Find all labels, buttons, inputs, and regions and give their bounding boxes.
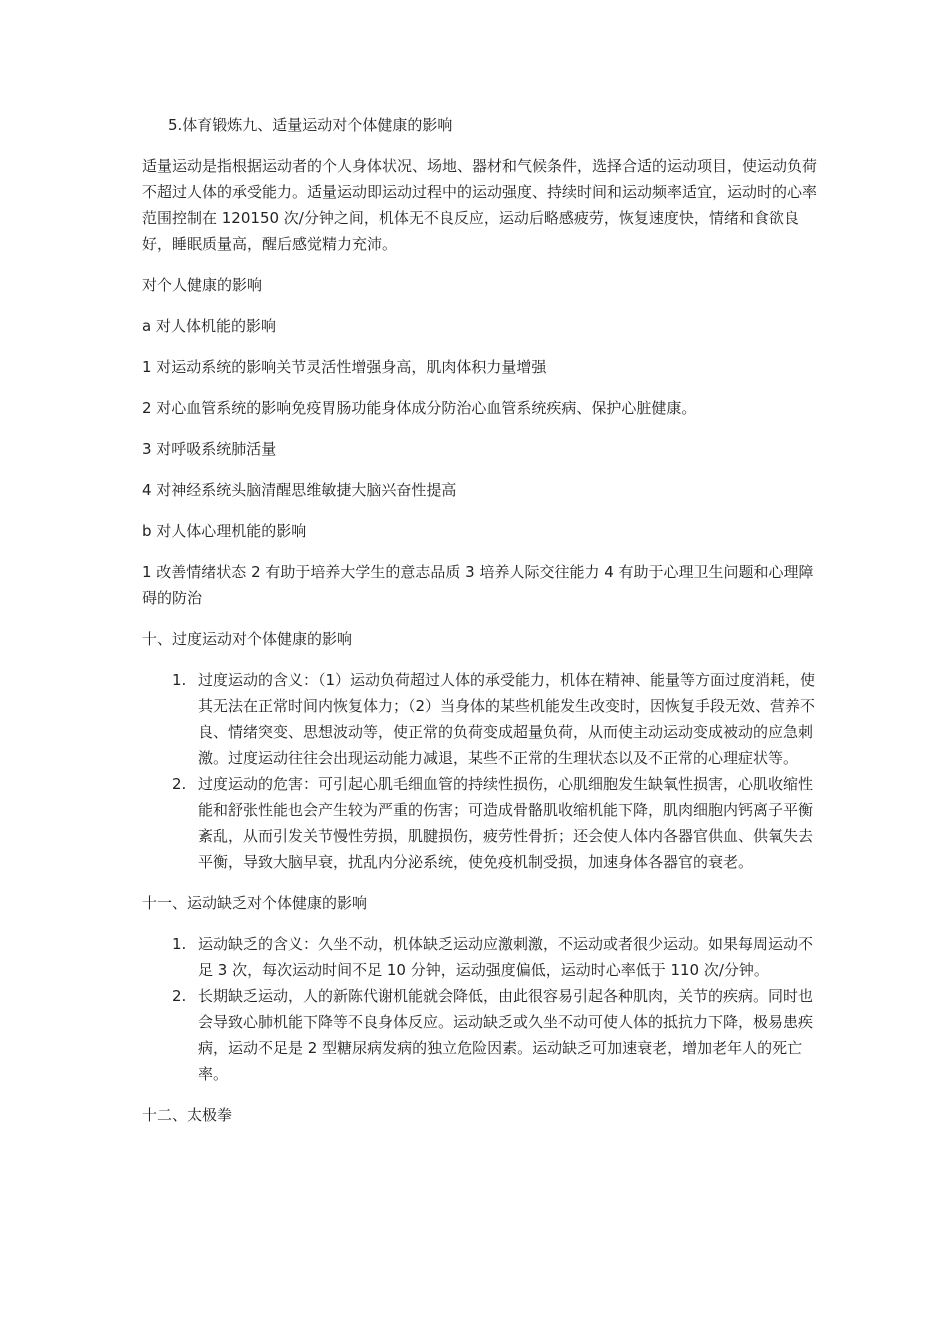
list-item-text: 运动缺乏的含义：久坐不动，机体缺乏运动应激刺激，不运动或者很少运动。如果每周运动不足 3 次，每次运动时间不足 10 分钟，运动强度偏低，运动时心率低于 110 次/分钟。 (198, 935, 814, 979)
section-b-heading: b 对人体心理机能的影响 (142, 522, 307, 540)
list-item-number: 2. (172, 775, 187, 793)
list-item-number: 1. (172, 935, 187, 953)
section-a-heading: a 对人体机能的影响 (142, 317, 276, 335)
list-item (172, 667, 820, 771)
section-10-heading: 十、过度运动对个体健康的影响 (142, 630, 353, 648)
intro-paragraph: 适量运动是指根据运动者的个人身体状况、场地、器材和气候条件，选择合适的运动项目，使运动负荷不超过人体的承受能力。适量运动即运动过程中的运动强度、持续时间和运动频率适宜，运动时的心率范围控制在 120150 次/分钟之间，机体无不良反应，运动后略感疲劳，恢复速度快，情绪和食欲良好，睡眠质量高，醒后感觉精力充沛。 (142, 157, 818, 253)
list-item-text: 长期缺乏运动，人的新陈代谢机能就会降低，由此很容易引起各种肌肉，关节的疾病。同时也会导致心肺机能下降等不良身体反应。运动缺乏或久坐不动可使人体的抵抗力下降，极易患疾病，运动不足是 2 型糖尿病发病的独立危险因素。运动缺乏可加速衰老，增加老年人的死亡率。 (198, 987, 814, 1083)
list-item (172, 931, 820, 983)
list-item-number: 2. (172, 987, 187, 1005)
list-item (172, 771, 820, 875)
section-10-list (142, 667, 820, 875)
section-11-heading: 十一、运动缺乏对个体健康的影响 (142, 894, 368, 912)
health-heading: 对个人健康的影响 (142, 276, 263, 294)
a-item: 1 对运动系统的影响关节灵活性增强身高，肌肉体积力量增强 (142, 358, 547, 376)
list-item (172, 983, 820, 1087)
a-item: 4 对神经系统头脑清醒思维敏捷大脑兴奋性提高 (142, 481, 457, 499)
section-b-text: 1 改善情绪状态 2 有助于培养大学生的意志品质 3 培养人际交往能力 4 有助于心理卫生问题和心理障碍的防治 (142, 563, 814, 607)
a-item: 3 对呼吸系统肺活量 (142, 440, 277, 458)
list-item-number: 1. (172, 671, 187, 689)
document-page (142, 112, 820, 1143)
section-11-list (142, 931, 820, 1087)
section-12-heading: 十二、太极拳 (142, 1106, 233, 1124)
top-line: 5.体育锻炼九、适量运动对个体健康的影响 (168, 116, 453, 134)
list-item-text: 过度运动的危害：可引起心肌毛细血管的持续性损伤，心肌细胞发生缺氧性损害，心肌收缩性能和舒张性能也会产生较为严重的伤害；可造成骨骼肌收缩机能下降，肌肉细胞内钙离子平衡紊乱，从而引发关节慢性劳损，肌腱损伤，疲劳性骨折；还会使人体内各器官供血、供氧失去平衡，导致大脑早衰，扰乱内分泌系统，使免疫机制受损，加速身体各器官的衰老。 (198, 775, 814, 871)
list-item-text: 过度运动的含义：（1）运动负荷超过人体的承受能力，机体在精神、能量等方面过度消耗，使其无法在正常时间内恢复体力；（2）当身体的某些机能发生改变时，因恢复手段无效、营养不良、情绪突变、思想波动等，使正常的负荷变成超量负荷，从而使主动运动变成被动的应急刺激。过度运动往往会出现运动能力减退，某些不正常的生理状态以及不正常的心理症状等。 (198, 671, 816, 767)
a-item: 2 对心血管系统的影响免疫胃肠功能身体成分防治心血管系统疾病、保护心脏健康。 (142, 399, 697, 417)
